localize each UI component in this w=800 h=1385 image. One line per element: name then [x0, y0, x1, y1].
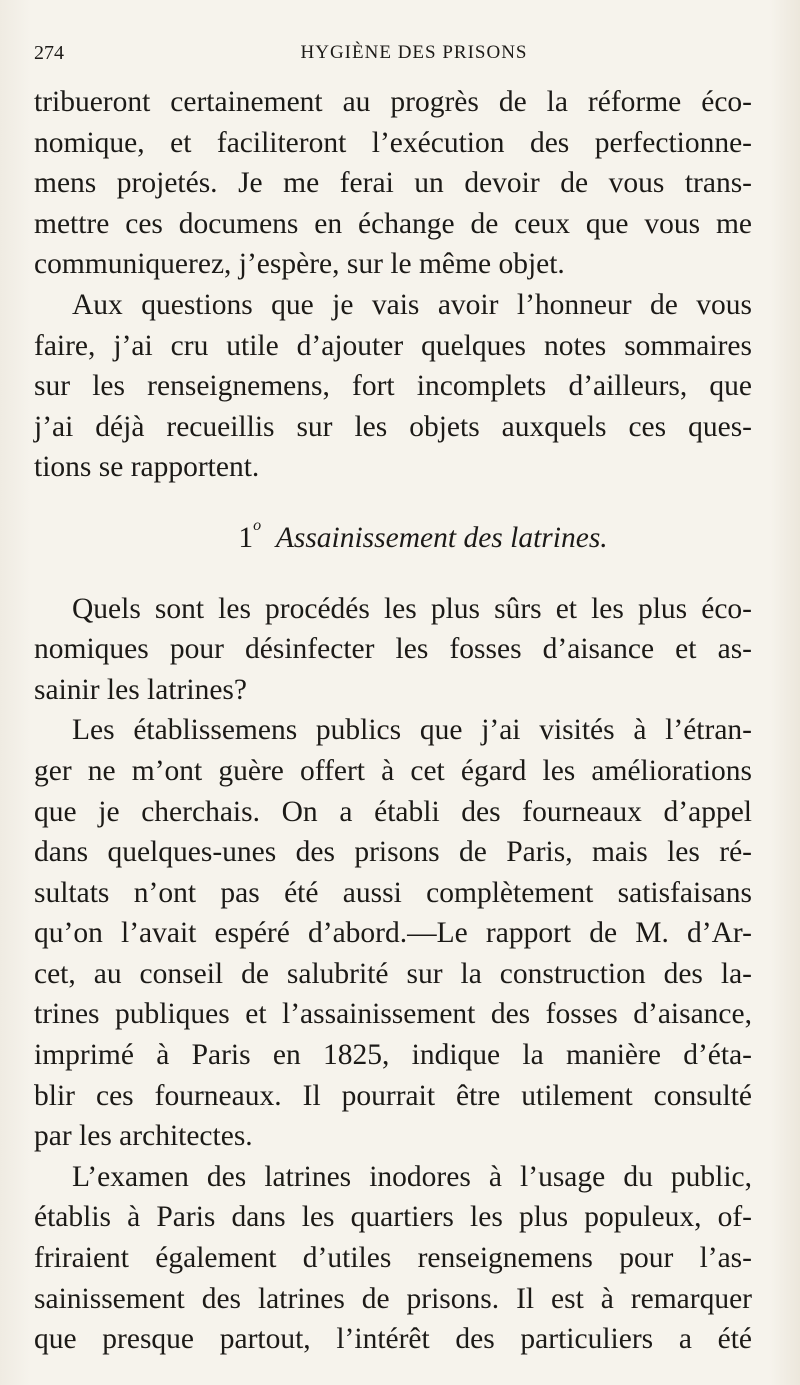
text-line: nomique, et faciliteront l’exécution des perfectionne-	[34, 126, 752, 159]
text-line: dans quelques-unes des prisons de Paris, mais les ré-	[34, 836, 752, 869]
text-line: que je cherchais. On a établi des fourneaux d’appel	[34, 795, 752, 828]
text-line: Quels sont les procédés les plus sûrs et les plus éco-	[72, 592, 752, 625]
text-line: faire, j’ai cru utile d’ajouter quelques notes sommaires	[34, 329, 752, 362]
text-line: par les architectes.	[34, 1120, 253, 1153]
text-line: ger ne m’ont guère offert à cet égard les améliorations	[34, 754, 752, 787]
text-line: imprimé à Paris en 1825, indique la manière d’éta-	[34, 1039, 752, 1072]
page-number: 274	[34, 42, 64, 64]
text-line: mettre ces documens en échange de ceux que vous me	[34, 207, 752, 240]
text-line: sainissement des latrines de prisons. Il est à remarquer	[34, 1282, 752, 1315]
text-line: nomiques pour désinfecter les fosses d’aisance et as-	[34, 633, 752, 666]
text-line: communiquerez, j’espère, sur le même objet.	[34, 248, 565, 281]
page-header	[34, 42, 754, 72]
text-line: j’ai déjà recueillis sur les objets auxquels ces ques-	[34, 410, 752, 443]
text-line: blir ces fourneaux. Il pourrait être utilement consulté	[34, 1079, 752, 1112]
text-line: mens projetés. Je me ferai un devoir de vous trans-	[34, 167, 752, 200]
text-line: établis à Paris dans les quartiers les plus populeux, of-	[34, 1201, 752, 1234]
text-line: que presque partout, l’intérêt des particuliers a été	[34, 1323, 752, 1356]
text-line: Aux questions que je vais avoir l’honneur de vous	[72, 288, 752, 321]
text-line: sainir les latrines?	[34, 673, 247, 706]
text-line: sultats n’ont pas été aussi complètement satisfaisans	[34, 876, 752, 909]
section-heading	[34, 518, 752, 559]
text-line: friraient également d’utiles renseignemens pour l’as-	[34, 1242, 752, 1275]
text-line: tribueront certainement au progrès de la réforme éco-	[34, 86, 752, 118]
text-line: L’examen des latrines inodores à l’usage du public,	[72, 1160, 752, 1193]
section-number: 1	[238, 521, 254, 554]
text-line: Les établissemens publics que j’ai visités à l’étran-	[72, 714, 752, 747]
section-title: Assainissement des latrines.	[275, 521, 608, 554]
text-line: trines publiques et l’assainissement des fosses d’aisance,	[34, 998, 752, 1031]
text-line: sur les renseignemens, fort incomplets d’ailleurs, que	[34, 370, 752, 403]
text-line: cet, au conseil de salubrité sur la construction des la-	[34, 957, 752, 990]
running-title: HYGIÈNE DES PRISONS	[300, 42, 528, 63]
section-degree: o	[253, 516, 262, 534]
text-line: tions se rapportent.	[34, 451, 260, 484]
text-line: qu’on l’avait espéré d’abord.—Le rapport de M. d’Ar-	[34, 917, 752, 950]
body-text	[34, 82, 752, 1360]
